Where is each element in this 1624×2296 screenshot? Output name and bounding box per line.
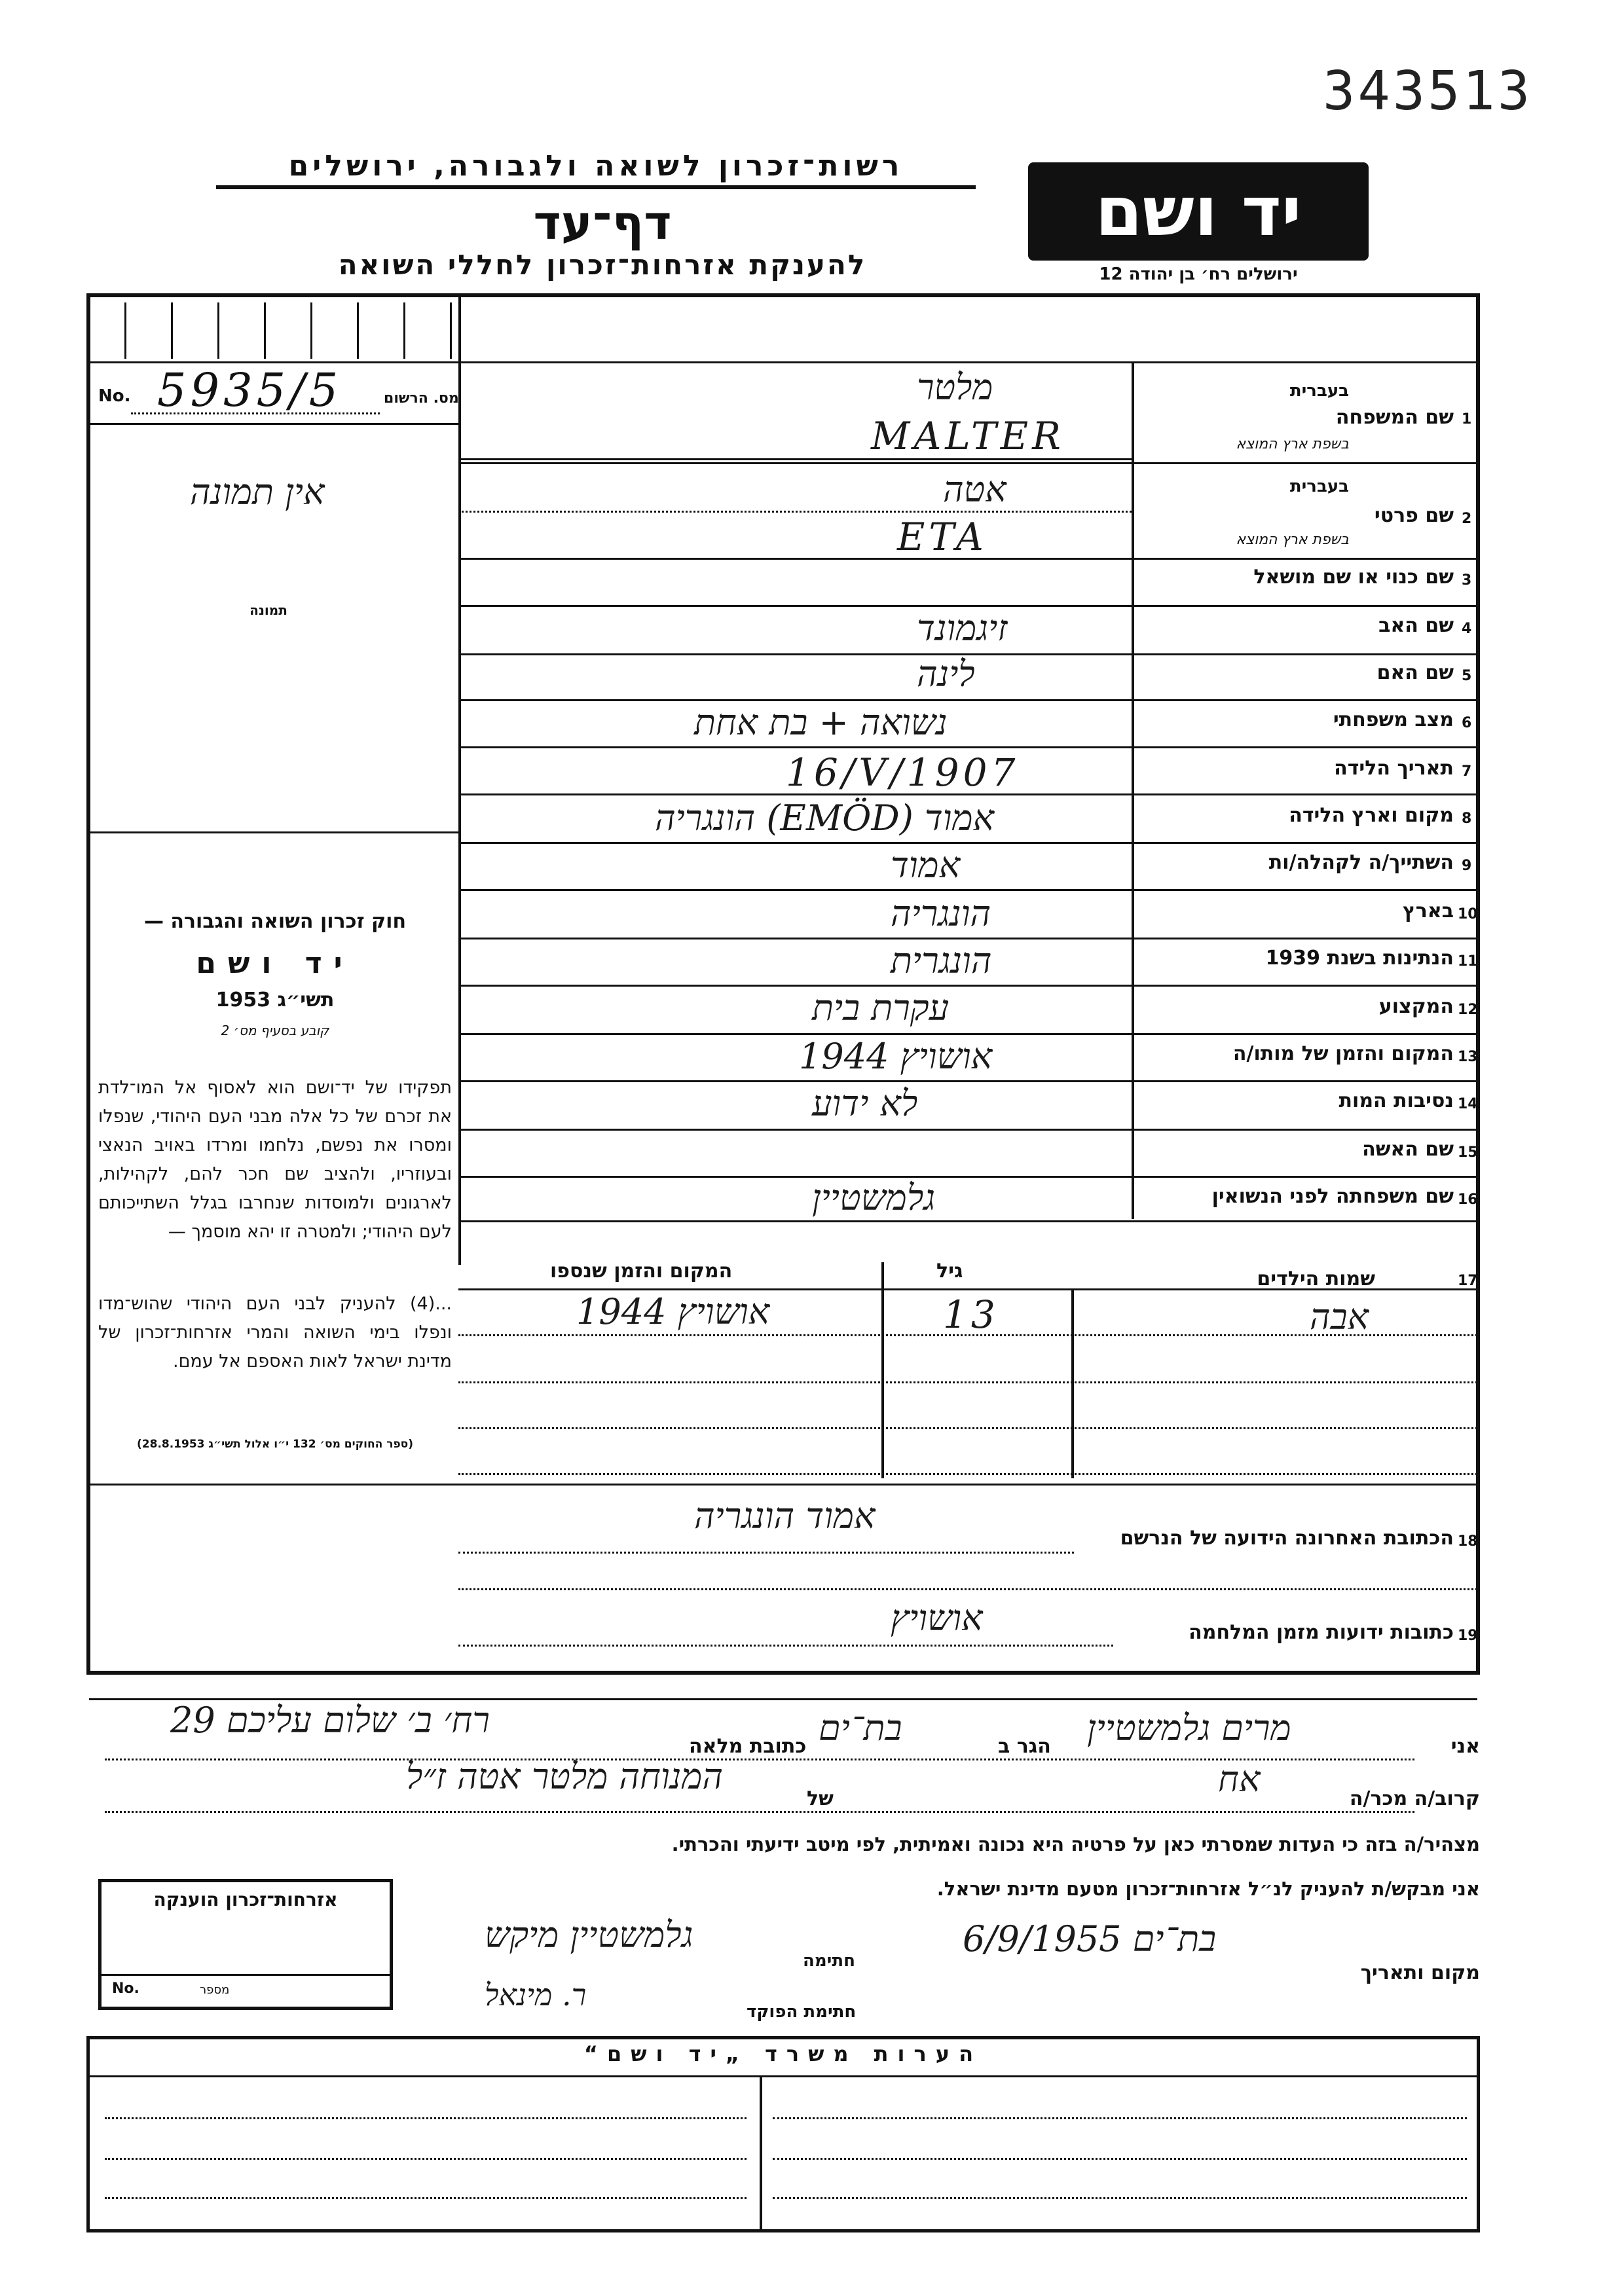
field-13-value: אושויץ 1944 bbox=[799, 1036, 993, 1077]
field-11-value: הונגרית bbox=[891, 940, 992, 981]
field-9-value: אמוד bbox=[891, 845, 961, 886]
field-14-value: לא ידוע bbox=[812, 1083, 918, 1124]
law-text-1: תפקידו של יד־ושם הוא לאסוף אל המו־לדת את זכרם של כל אלה מבני העם היהודי, שנפלו ומסרו את נפשם, נלחמו ומרדו באויב הנאצי ובעוזריו, ולהציב שם חכר להם, לקהילות, לארגונים ולמוסדות שנחרבו בגלל השתייכותם לעם היהודי; ולמטרה זו יהא מוסמך — bbox=[98, 1078, 452, 1242]
photo-label: תמונה bbox=[249, 602, 287, 618]
field-2-value-latin: ETA bbox=[897, 515, 987, 559]
field-3-number: 3 bbox=[1462, 572, 1472, 589]
field-19-value: אושויץ bbox=[891, 1597, 983, 1639]
field-18-label: הכתובת האחרונה הידועה של הנרשם bbox=[1120, 1527, 1454, 1550]
child-1-place: אושויץ 1944 bbox=[576, 1291, 770, 1332]
field-10-value: הונגריה bbox=[891, 893, 991, 934]
decl-officer-label: חתימת הפוקד bbox=[747, 2002, 857, 2022]
form-title: דף־עד bbox=[533, 195, 672, 250]
office-boxes bbox=[124, 302, 452, 359]
decl-relation: אח bbox=[1218, 1758, 1261, 1800]
field-4-number: 4 bbox=[1462, 621, 1472, 637]
field-14-number: 14 bbox=[1458, 1096, 1478, 1112]
field-10-label: בארץ bbox=[1402, 900, 1454, 922]
field-12-number: 12 bbox=[1458, 1002, 1478, 1018]
decl-of: של bbox=[807, 1787, 834, 1810]
field-7-value: 16/V/1907 bbox=[786, 750, 1020, 795]
law-text-2: ...(4) להעניק לבני העם היהודי שהוש־מדו ונפלו בימי השואה והמרי אזרחות־זכרון של מדינת ישראל לאות האספם אל עמם. bbox=[98, 1294, 452, 1372]
decl-relative-label: קרוב/ה מכר/ה bbox=[1349, 1787, 1480, 1810]
decl-officer-signature: ר. מינאל bbox=[485, 1977, 587, 2013]
field-13-number: 13 bbox=[1458, 1049, 1478, 1065]
field-7-number: 7 bbox=[1462, 763, 1472, 780]
field-8-label: מקום וארץ הלידה bbox=[1289, 804, 1454, 827]
law-name: יד ושם bbox=[196, 947, 354, 980]
field-6-label: מצב משפחתי bbox=[1333, 708, 1454, 731]
field-13-label: המקום והזמן של מותו/ה bbox=[1232, 1042, 1454, 1065]
registration-no-label: No. bbox=[98, 386, 131, 406]
field-6-number: 6 bbox=[1462, 715, 1472, 731]
citizenship-box-title: אזרחות־זכרון הוענקה bbox=[153, 1889, 338, 1910]
children-col-place: המקום והזמן שנספו bbox=[550, 1260, 733, 1283]
law-title: חוק זכרון השואה והגבורה — bbox=[143, 910, 407, 933]
child-1-name: אבה bbox=[1310, 1296, 1369, 1338]
field-2-label: שם פרטי bbox=[1374, 504, 1454, 527]
field-17-number: 17 bbox=[1458, 1273, 1478, 1289]
document-number: 343513 bbox=[1323, 60, 1533, 122]
decl-place-date: בת־ים 6/9/1955 bbox=[963, 1918, 1217, 1959]
remarks-title: הערות משרד „יד ושם“ bbox=[583, 2041, 983, 2066]
field-2-sub-origin: בשפת ארץ המוצא bbox=[1236, 532, 1349, 548]
field-11-label: הנתינות בשנת 1939 bbox=[1265, 947, 1454, 970]
field-16-number: 16 bbox=[1458, 1192, 1478, 1208]
yad-vashem-logo: יד ושם bbox=[1028, 162, 1369, 261]
decl-declarant: מרים גלמשטיין bbox=[1087, 1707, 1291, 1749]
field-1-sub-origin: בשפת ארץ המוצא bbox=[1236, 436, 1349, 452]
field-1-label: שם המשפחה bbox=[1335, 406, 1454, 429]
field-19-number: 19 bbox=[1458, 1628, 1478, 1644]
field-12-value: עקרת בית bbox=[812, 987, 950, 1029]
citizenship-box bbox=[98, 1879, 393, 2010]
decl-statement: מצהיר/ה בזה כי העדות שמסרתי כאן על פרטיה היא נכונה ואמיתית, לפי מיטב ידיעתי והכרתי. bbox=[671, 1833, 1480, 1855]
field-18-value: אמוד הונגריה bbox=[694, 1495, 876, 1537]
law-clause: קובע בסעיף מס׳ 2 bbox=[221, 1023, 329, 1038]
decl-request: אני מבקש/ת להעניק לנ״ל אזרחות־זכרון מטעם מדינת ישראל. bbox=[936, 1878, 1480, 1900]
field-14-label: נסיבות המות bbox=[1338, 1089, 1454, 1112]
citizenship-box-number-label: מספר bbox=[200, 1983, 230, 1997]
field-7-label: תאריך הלידה bbox=[1334, 757, 1454, 780]
decl-address: רח׳ ב׳ שלום עליכם 29 bbox=[170, 1700, 490, 1741]
field-8-number: 8 bbox=[1462, 811, 1472, 827]
field-1-value-latin: MALTER bbox=[871, 414, 1065, 458]
field-1-sub-hebrew: בעברית bbox=[1289, 381, 1349, 401]
field-12-label: המקצוע bbox=[1378, 995, 1454, 1018]
children-col-age: גיל bbox=[936, 1260, 963, 1283]
field-16-value: גלמשטיין bbox=[812, 1177, 936, 1218]
decl-resides: הגר ב bbox=[998, 1735, 1051, 1758]
field-16-label: שם משפחתה לפני הנשואין bbox=[1211, 1185, 1454, 1208]
field-5-number: 5 bbox=[1462, 668, 1472, 684]
citizenship-box-no: No. bbox=[112, 1980, 139, 1997]
decl-place-date-label: מקום ותאריך bbox=[1360, 1961, 1480, 1984]
law-citation: (ספר החוקים מס׳ 132 י״ו אלול תשי״ג 28.8.1953) bbox=[137, 1438, 413, 1451]
field-1-value-hebrew: מלטר bbox=[917, 367, 993, 408]
field-2-value-hebrew: אטה bbox=[943, 469, 1006, 510]
form-subtitle: להענקת אזרחות־זכרון לחללי השואה bbox=[338, 249, 867, 281]
field-8-value: אמוד (EMÖD) הונגריה bbox=[655, 797, 995, 839]
decl-ani: אני bbox=[1450, 1735, 1480, 1758]
field-1-number: 1 bbox=[1462, 411, 1472, 428]
registration-number: 5935/5 bbox=[157, 363, 342, 417]
field-5-label: שם האם bbox=[1376, 661, 1454, 684]
field-10-number: 10 bbox=[1458, 906, 1478, 922]
field-2-sub-hebrew: בעברית bbox=[1289, 477, 1349, 496]
field-3-label: שם כנוי או שם מושאל bbox=[1253, 566, 1454, 589]
decl-city: בת־ים bbox=[819, 1707, 902, 1749]
decl-addr-label: כתובת מלאה bbox=[689, 1735, 807, 1758]
authority-title: רשות־זכרון לשואה ולגבורה, ירושלים bbox=[216, 149, 976, 189]
decl-signature-label: חתימה bbox=[803, 1951, 855, 1971]
field-15-label: שם האשה bbox=[1362, 1138, 1454, 1161]
field-11-number: 11 bbox=[1458, 953, 1478, 970]
field-6-value: נשואה + בת אחת bbox=[694, 702, 948, 743]
field-15-number: 15 bbox=[1458, 1144, 1478, 1161]
field-2-number: 2 bbox=[1462, 511, 1472, 527]
field-4-value: זיגמונד bbox=[917, 608, 1008, 649]
field-4-label: שם האב bbox=[1378, 614, 1454, 637]
registration-label: מס. הרשום bbox=[384, 390, 459, 407]
field-5-value: לינה bbox=[917, 653, 975, 695]
field-19-label: כתובות ידועות מזמן המלחמה bbox=[1189, 1621, 1454, 1644]
child-1-age: 13 bbox=[943, 1292, 999, 1337]
field-9-label: השתייך/ה לקהלה/ות bbox=[1268, 851, 1454, 874]
field-9-number: 9 bbox=[1462, 858, 1472, 874]
logo-address: ירושלים רח׳ בן יהודה 12 bbox=[1099, 264, 1298, 284]
field-18-number: 18 bbox=[1458, 1533, 1478, 1550]
law-year: תשי״ג 1953 bbox=[215, 989, 335, 1011]
photo-handwritten-note: אין תמונה bbox=[190, 471, 325, 513]
decl-deceased: המנוחה מלטר אטה ז״ל bbox=[406, 1756, 724, 1797]
decl-signature: גלמשטיין מיקש bbox=[485, 1914, 693, 1956]
children-col-names: שמות הילדים bbox=[1257, 1267, 1375, 1290]
